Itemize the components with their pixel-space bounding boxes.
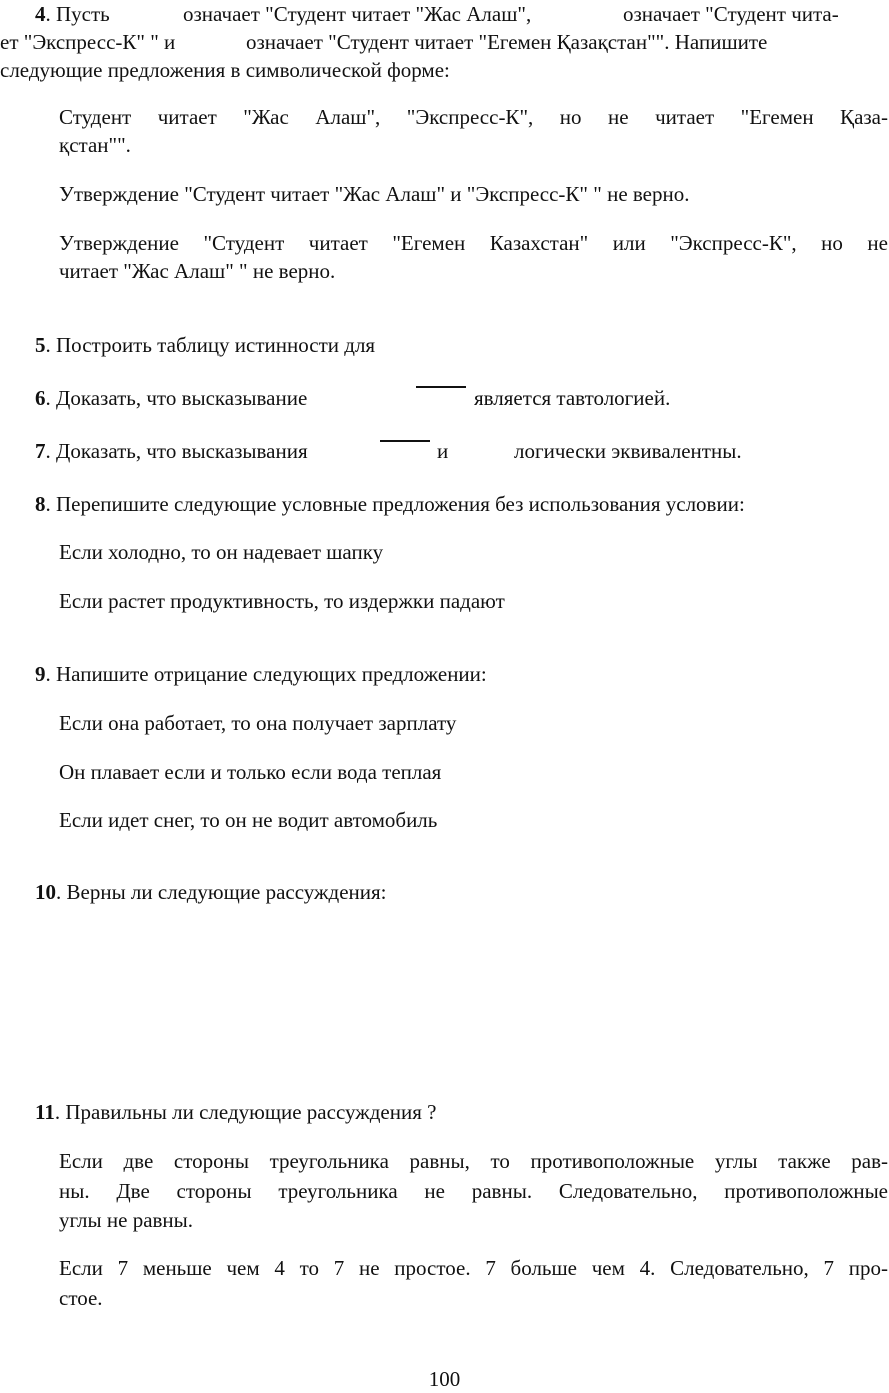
problem-4-line-2b: означает "Студент читает "Егемен Қазақстан"". Напишите (246, 30, 768, 54)
problem-8: 8. Перепишите следующие условные предложения без использования условии: (35, 492, 745, 516)
problem-11-a-line-3: углы не равны. (59, 1208, 194, 1232)
problem-11-a-line-1: Если две стороны треугольника равны, то противоположные углы также рав- (59, 1149, 888, 1173)
page-number: 100 (428, 1367, 461, 1391)
problem-11-b-line-1: Если 7 меньше чем 4 то 7 не простое. 7 больше чем 4. Следовательно, 7 про- (59, 1256, 888, 1280)
problem-9-number: 9 (35, 662, 46, 686)
problem-11: 11. Правильны ли следующие рассуждения ? (35, 1100, 437, 1124)
problem-7-text-c: логически эквивалентны. (514, 439, 742, 463)
problem-4-sentence-1-line-2: қстан"". (59, 133, 131, 157)
problem-9-item: Если она работает, то она получает зарплату (59, 711, 457, 735)
problem-4-sentence-2: Утверждение "Студент читает "Жас Алаш" и "Экспресс-К" " не верно. (59, 182, 690, 206)
problem-5: 5. Построить таблицу истинности для (35, 333, 376, 357)
problem-10: 10. Верны ли следующие рассуждения: (35, 880, 387, 904)
problem-4-line-1a: 4. Пусть (35, 2, 110, 26)
problem-6-number: 6 (35, 386, 46, 410)
problem-4-line-3: следующие предложения в символической форме: (0, 58, 450, 82)
problem-11-number: 11 (35, 1100, 55, 1124)
problem-9-item: Если идет снег, то он не водит автомобиль (59, 808, 438, 832)
problem-4-sentence-3-line-2: читает "Жас Алаш" " не верно. (59, 259, 336, 283)
problem-9-item: Он плавает если и только если вода теплая (59, 760, 442, 784)
problem-5-number: 5 (35, 333, 46, 357)
problem-8-number: 8 (35, 492, 46, 516)
problem-11-a-line-2: ны. Две стороны треугольника не равны. Следовательно, противоположные (59, 1179, 888, 1203)
overline-mark (416, 386, 466, 388)
problem-6-text-b: является тавтологией. (474, 386, 671, 410)
problem-6-text-a: 6. Доказать, что высказывание (35, 386, 308, 410)
problem-11-b-line-2: стое. (59, 1286, 103, 1310)
overline-mark (380, 440, 430, 442)
problem-9: 9. Напишите отрицание следующих предложении: (35, 662, 487, 686)
problem-4-line-2a: ет "Экспресс-К" " и (0, 30, 176, 54)
problem-4-line-1c: означает "Студент чита- (623, 2, 839, 26)
problem-4-sentence-1-line-1: Студент читает "Жас Алаш", "Экспресс-К", но не читает "Егемен Қаза- (59, 105, 888, 129)
problem-7-text-a: 7. Доказать, что высказывания (35, 439, 308, 463)
problem-10-number: 10 (35, 880, 56, 904)
problem-8-item: Если растет продуктивность, то издержки падают (59, 589, 505, 613)
problem-4-line-1b: означает "Студент читает "Жас Алаш", (183, 2, 532, 26)
problem-4-sentence-3-line-1: Утверждение "Студент читает "Егемен Казахстан" или "Экспресс-К", но не (59, 231, 888, 255)
problem-7-number: 7 (35, 439, 46, 463)
problem-8-item: Если холодно, то он надевает шапку (59, 540, 384, 564)
problem-7-text-b: и (437, 439, 449, 463)
problem-4-number: 4 (35, 2, 46, 26)
